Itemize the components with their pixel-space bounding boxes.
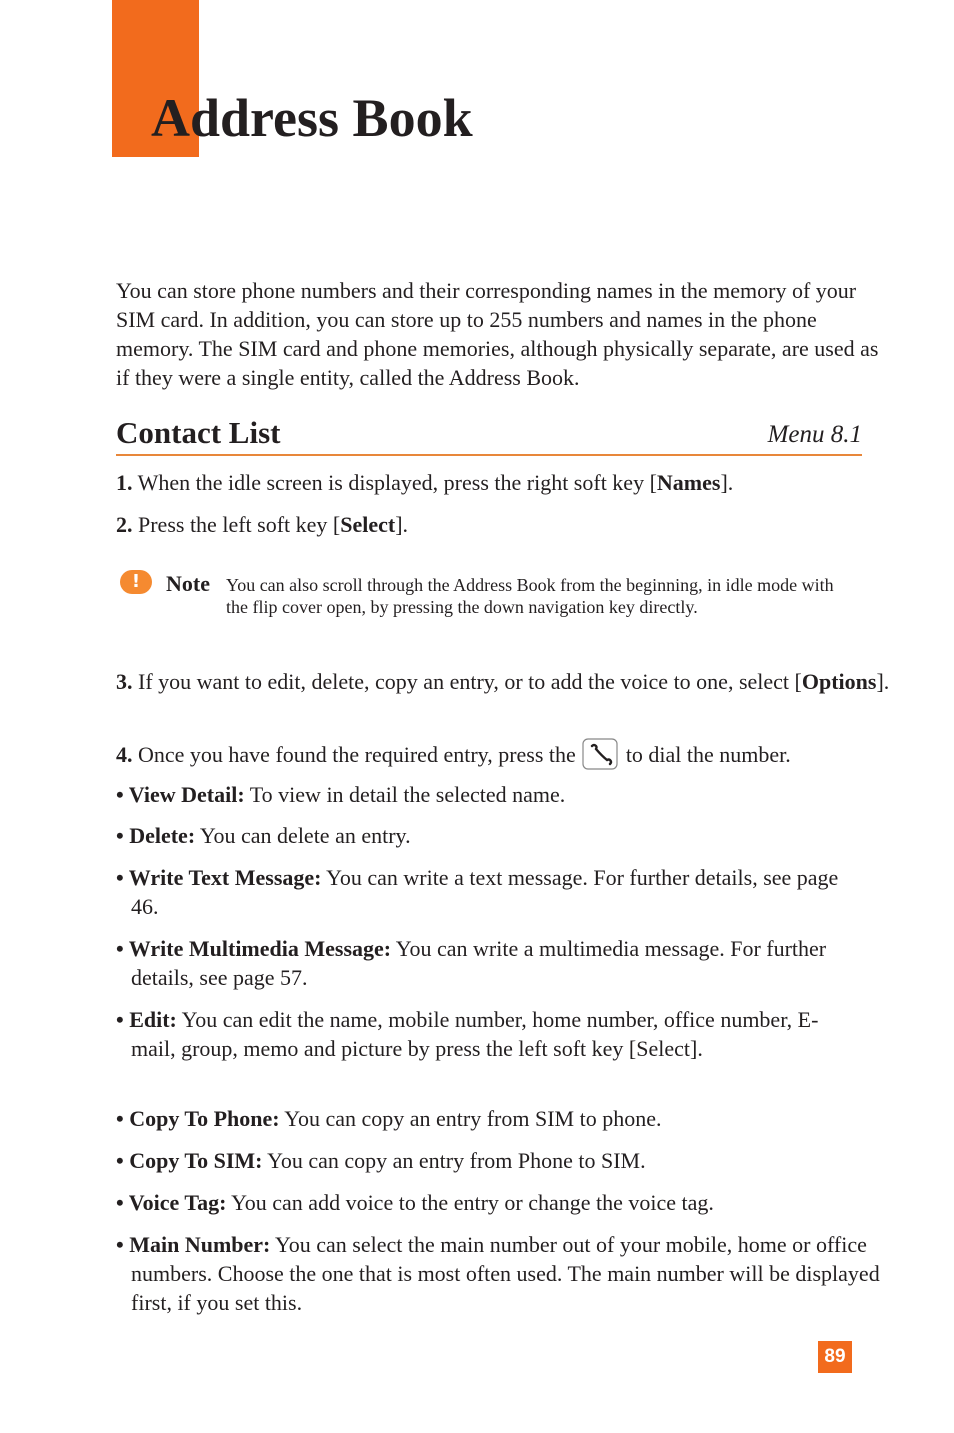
intro-paragraph: You can store phone numbers and their corresponding names in the memory of your SIM card. In addition, you can store up to 255 numbers and names in the phone memory. The SIM card and phone memories, although physically separate, are used as if they were a single entity, called the Address Book. [116, 278, 879, 390]
section-menu-number: Menu 8.1 [767, 421, 862, 448]
bullet-delete: • Delete: You can delete an entry. [116, 823, 411, 848]
step-4: 4. Once you have found the required entry, press the to dial the number. [116, 738, 910, 770]
bullet-view-detail: • View Detail: To view in detail the selected name. [116, 782, 566, 807]
section-header [116, 412, 862, 456]
note-text: You can also scroll through the Address Book from the beginning, in idle mode with the flip cover open, by pressing the down navigation key directly. [226, 575, 834, 617]
send-key-icon [582, 738, 618, 770]
page-title: Address Book [151, 88, 473, 148]
bullet-main-number: • Main Number: You can select the main number out of your mobile, home or office numbers. Choose the one that is most often used. The main number will be displayed first, if you set this. [116, 1232, 880, 1315]
step-2: 2. Press the left soft key [Select]. [116, 512, 409, 537]
bullet-edit: • Edit: You can edit the name, mobile number, home number, office number, E-mail, group, memo and picture by press the left soft key [Select]. [116, 1007, 819, 1061]
bullet-write-text-message: • Write Text Message: You can write a text message. For further details, see page 46. [116, 865, 839, 919]
bullet-voice-tag: • Voice Tag: You can add voice to the entry or change the voice tag. [116, 1190, 714, 1215]
step-1: 1. When the idle screen is displayed, press the right soft key [Names]. [116, 470, 734, 495]
step-3: 3. If you want to edit, delete, copy an entry, or to add the voice to one, select [Options]. [116, 669, 890, 694]
note-label: Note [166, 571, 210, 596]
section-title: Contact List [116, 415, 281, 450]
bullet-copy-to-sim: • Copy To SIM: You can copy an entry from Phone to SIM. [116, 1148, 646, 1173]
page-number: 89 [818, 1341, 852, 1373]
note-box [116, 566, 836, 646]
bullet-copy-to-phone: • Copy To Phone: You can copy an entry from SIM to phone. [116, 1106, 662, 1131]
bullet-write-multimedia-message: • Write Multimedia Message: You can write a multimedia message. For further details, see page 57. [116, 936, 827, 990]
exclamation-icon: ! [120, 570, 152, 594]
